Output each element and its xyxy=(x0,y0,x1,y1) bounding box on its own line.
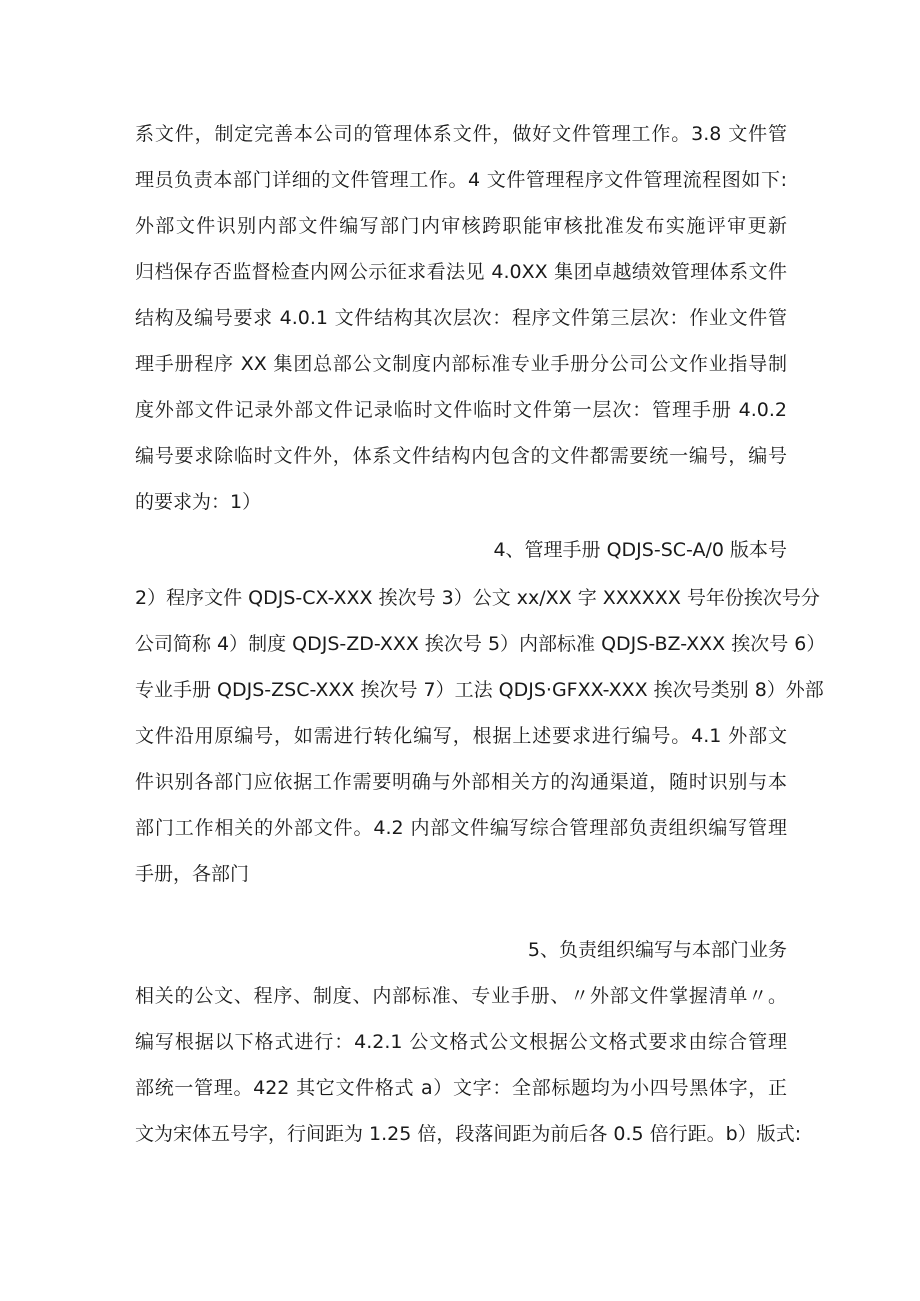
text-line-1: 系文件，制定完善本公司的管理体系文件，做好文件管理工作。3.8 文件管 xyxy=(135,123,787,145)
text-line-7: 度外部文件记录外部文件记录临时文件临时文件第一层次：管理手册 4.0.2 xyxy=(135,399,787,421)
text-line-20: 编写根据以下格式进行：4.2.1 公文格式公文根据公文格式要求由综合管理 xyxy=(135,1031,787,1053)
section-heading-4: 4、管理手册 QDJS-SC-A/0 版本号 xyxy=(493,539,787,561)
text-line-9: 的要求为：1） xyxy=(135,491,262,513)
text-line-2: 理员负责本部门详细的文件管理工作。4 文件管理程序文件管理流程图如下: xyxy=(135,169,787,191)
text-line-8: 编号要求除临时文件外，体系文件结构内包含的文件都需要统一编号，编号 xyxy=(135,445,787,467)
text-line-19: 相关的公文、程序、制度、内部标准、专业手册、〃外部文件掌握清单〃。 xyxy=(135,985,787,1007)
text-line-15: 件识别各部门应依据工作需要明确与外部相关方的沟通渠道，随时识别与本 xyxy=(135,771,787,793)
text-line-5: 结构及编号要求 4.0.1 文件结构其次层次：程序文件第三层次：作业文件管 xyxy=(135,307,787,329)
text-line-17: 手册，各部门 xyxy=(135,863,250,885)
text-line-11: 2）程序文件 QDJS-CX-XXX 挨次号 3）公文 xx/XX 字 XXXXXX 号年份挨次号分 xyxy=(135,587,820,609)
text-line-12: 公司简称 4）制度 QDJS-ZD-XXX 挨次号 5）内部标准 QDJS-BZ-XXX 挨次号 6） xyxy=(135,633,826,655)
section-heading-5: 5、负责组织编写与本部门业务 xyxy=(527,939,787,961)
text-line-13: 专业手册 QDJS-ZSC-XXX 挨次号 7）工法 QDJS·GFXX-XXX 挨次号类别 8）外部 xyxy=(135,679,824,701)
text-line-14: 文件沿用原编号，如需进行转化编写，根据上述要求进行编号。4.1 外部文 xyxy=(135,725,787,747)
text-line-3: 外部文件识别内部文件编写部门内审核跨职能审核批准发布实施评审更新 xyxy=(135,215,787,237)
text-line-22: 文为宋体五号字，行间距为 1.25 倍，段落间距为前后各 0.5 倍行距。b）版式: xyxy=(135,1123,802,1145)
text-line-21: 部统一管理。422 其它文件格式 a）文字：全部标题均为小四号黑体字，正 xyxy=(135,1077,787,1099)
text-line-6: 理手册程序 XX 集团总部公文制度内部标准专业手册分公司公文作业指导制 xyxy=(135,353,787,375)
text-line-16: 部门工作相关的外部文件。4.2 内部文件编写综合管理部负责组织编写管理 xyxy=(135,817,787,839)
text-line-4: 归档保存否监督检查内网公示征求看法见 4.0XX 集团卓越绩效管理体系文件 xyxy=(135,261,787,283)
